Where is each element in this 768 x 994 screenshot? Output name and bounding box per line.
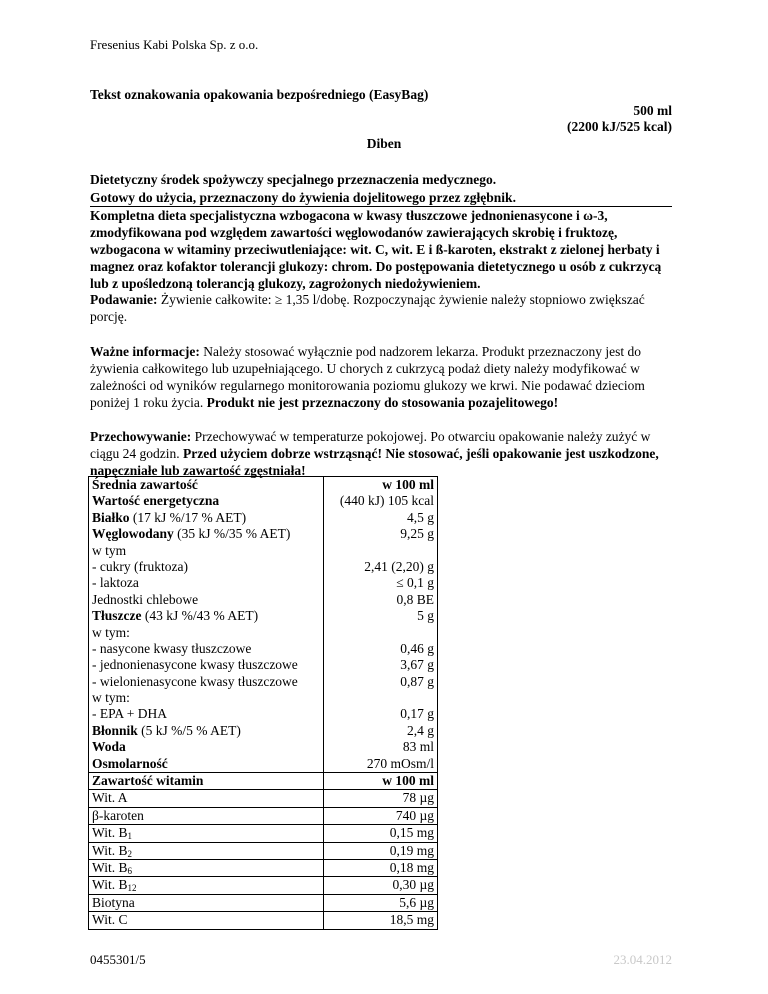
intro-line-2: Gotowy do użycia, przeznaczony do żywienia dojelitowego przez zgłębnik. <box>90 189 672 207</box>
nutrition-row-label <box>92 641 320 657</box>
nutrition-row-label <box>92 723 320 739</box>
nutrition-row-value: 270 mOsm/l <box>366 755 434 771</box>
important-text: Należy stosować wyłącznie pod nadzorem lekarza. Produkt przeznaczony jest do żywienia całkowitego lub uzupełniającego. U chorych z cukrzycą podaż diety należy modyfikować w zależności od wyników regularnego monitorowania poziomu glukozy we krwi. Nie podawać dzieciom poniżej 1 roku życia. <box>90 344 645 410</box>
nutrition-row-label <box>92 756 320 772</box>
vitamin-name-cell <box>89 842 324 859</box>
nutrition-row-label-text: - nasycone kwasy tłuszczowe <box>92 640 252 656</box>
company-name: Fresenius Kabi Polska Sp. z o.o. <box>90 37 259 52</box>
nutrition-row-value <box>327 543 434 559</box>
nutrition-row-label <box>92 739 320 755</box>
intro-line-1: Dietetyczny środek spożywczy specjalnego przeznaczenia medycznego. <box>90 172 497 187</box>
document-code: 0455301/5 <box>90 952 146 967</box>
nutrition-row-label-text: - wielonienasycone kwasy tłuszczowe <box>92 673 298 689</box>
nutrition-row-label-text: w tym: <box>92 690 130 706</box>
nutrition-row-label-bold: Osmolarność <box>92 755 168 771</box>
storage-label: Przechowywanie: <box>90 429 192 444</box>
nutrition-row-value <box>327 625 434 641</box>
vitamins-header-left: Zawartość witamin <box>89 773 324 790</box>
vitamin-name: Wit. A <box>92 790 128 806</box>
nutrition-row-label <box>92 608 320 624</box>
vitamin-value: 0,30 µg <box>324 877 438 894</box>
nutrition-row-label <box>92 690 320 706</box>
nutrition-row-label-text: - laktoza <box>92 575 139 591</box>
nutrition-row-value: 5 g <box>417 608 434 624</box>
vitamins-table <box>88 772 438 930</box>
nutrition-row-label <box>92 493 320 509</box>
nutrition-row-label <box>92 592 320 608</box>
nutrition-row-label-bold: Wartość energetyczna <box>92 493 220 509</box>
nutrition-row-value <box>327 690 434 706</box>
nutrition-row-label <box>92 674 320 690</box>
nutrition-row-label-text: (17 kJ %/17 % AET) <box>129 509 247 525</box>
nutrition-row-label-text: w tym: <box>92 624 130 640</box>
vitamin-name-cell <box>89 825 324 842</box>
vitamins-header-right: w 100 ml <box>324 773 438 790</box>
nutrition-row-label-bold: Woda <box>92 739 126 755</box>
administration-text: Żywienie całkowite: ≥ 1,35 l/dobę. Rozpoczynając żywienie należy stopniowo zwiększać porcję. <box>90 292 645 324</box>
nutrition-row-label-bold: Białko <box>92 509 130 525</box>
vitamin-name-cell <box>89 860 324 877</box>
vitamin-name: Biotyna <box>92 894 135 910</box>
intro-block <box>90 189 672 292</box>
nutrition-row-label <box>92 625 320 641</box>
nutrition-row-label <box>92 526 320 542</box>
vitamin-name-cell <box>89 894 324 911</box>
nutrition-row-label <box>92 543 320 559</box>
vitamin-name: Wit. C <box>92 912 128 928</box>
vitamin-row <box>89 894 438 911</box>
nutrition-row-value: ≤ 0,1 g <box>396 575 434 591</box>
vitamin-value: 0,18 mg <box>324 860 438 877</box>
nutrition-row-label-text: Jednostki chlebowe <box>92 591 199 607</box>
vitamin-subscript: 2 <box>127 848 132 859</box>
vitamin-value: 740 µg <box>324 807 438 824</box>
nutrition-row-value: 2,41 (2,20) g <box>364 558 434 574</box>
vitamin-value: 0,19 mg <box>324 842 438 859</box>
nutrition-row-label <box>92 510 320 526</box>
vitamin-name: Wit. B <box>92 860 128 876</box>
vitamin-row <box>89 807 438 824</box>
vitamin-row <box>89 877 438 894</box>
vitamin-row <box>89 790 438 807</box>
vitamin-name: Wit. B <box>92 877 128 893</box>
vitamin-name: Wit. B <box>92 842 128 858</box>
product-name: Diben <box>366 136 402 151</box>
nutrition-row-value: 4,5 g <box>407 509 434 525</box>
document-date: 23.04.2012 <box>613 952 672 967</box>
vitamin-name-cell <box>89 807 324 824</box>
intro-line-3: Kompletna dieta specjalistyczna wzbogacona w kwasy tłuszczowe jednonienasycone i ω-3, zmodyfikowana pod względem zawartości węglowodanów zawierających skrobię i fruktozę, wzbogacona w witaminy przeciwutleniające: wit. C, wit. E i ß-karoten, ekstrakt z zielonej herbaty i magnez oraz kofaktor tolerancji glukozy: chrom. Do postępowania dietetycznego u osób z cukrzycą lub z upośledzoną tolerancją glukozy, zagrożonych niedożywieniem. <box>90 208 662 291</box>
nutrition-row-value: 83 ml <box>402 739 434 755</box>
vitamin-name: Wit. B <box>92 825 128 841</box>
nutrition-table <box>88 476 438 773</box>
vitamin-row <box>89 860 438 877</box>
nutrition-row-value: 9,25 g <box>400 526 434 542</box>
nutrition-row-label-bold: Węglowodany <box>92 526 174 542</box>
nutrition-header-right: w 100 ml <box>382 477 434 492</box>
vitamin-name-cell <box>89 790 324 807</box>
nutrition-row-label-text: - EPA + DHA <box>92 706 168 722</box>
document-title: Tekst oznakowania opakowania bezpośredniego (EasyBag) <box>90 87 429 102</box>
vitamin-subscript: 1 <box>127 831 132 842</box>
nutrition-row-value: 0,8 BE <box>396 591 434 607</box>
vitamin-name-cell <box>89 877 324 894</box>
storage-paragraph <box>90 428 672 479</box>
nutrition-row-label-bold: Błonnik <box>92 722 138 738</box>
storage-warning: Przed użyciem dobrze wstrząsnąć! Nie stosować, jeśli opakowanie jest uszkodzone, napęczniałe lub zawartość zgęstniała! <box>90 446 659 478</box>
nutrition-row-label-text: - jednonienasycone kwasy tłuszczowe <box>92 657 298 673</box>
nutrition-row-label-text: w tym <box>92 542 127 558</box>
nutrition-row-value: 3,67 g <box>400 657 434 673</box>
vitamin-value: 18,5 mg <box>324 912 438 929</box>
vitamin-value: 0,15 mg <box>324 825 438 842</box>
administration-label: Podawanie: <box>90 292 158 307</box>
important-warning: Produkt nie jest przeznaczony do stosowania pozajelitowego! <box>206 395 559 410</box>
important-label: Ważne informacje: <box>90 344 200 359</box>
nutrition-row-label-text: - cukry (fruktoza) <box>92 558 188 574</box>
nutrition-row-label-text: (35 kJ %/35 % AET) <box>173 526 291 542</box>
important-paragraph <box>90 343 672 411</box>
nutrition-values-column <box>324 477 438 773</box>
energy-total: (2200 kJ/525 kcal) <box>566 119 672 134</box>
nutrition-row-label <box>92 657 320 673</box>
nutrition-row-label-bold: Tłuszcze <box>92 608 142 624</box>
vitamin-subscript: 6 <box>127 866 132 877</box>
nutrition-row-label-text: (5 kJ %/5 % AET) <box>137 722 241 738</box>
vitamin-row <box>89 842 438 859</box>
nutrition-row-label <box>92 559 320 575</box>
vitamin-name-cell <box>89 912 324 929</box>
nutrition-row-value: 0,17 g <box>400 706 434 722</box>
nutrition-names-column <box>89 477 324 773</box>
administration-paragraph <box>90 291 672 325</box>
nutrition-row-label <box>92 706 320 722</box>
vitamin-row <box>89 912 438 929</box>
nutrition-row-value: 2,4 g <box>407 722 434 738</box>
nutrition-row-label <box>92 575 320 591</box>
vitamin-name: β-karoten <box>92 807 144 823</box>
vitamin-value: 5,6 µg <box>324 894 438 911</box>
nutrition-row-value: 0,87 g <box>400 673 434 689</box>
nutrition-header-left: Średnia zawartość <box>92 477 198 492</box>
vitamin-value: 78 µg <box>324 790 438 807</box>
nutrition-row-value: (440 kJ) 105 kcal <box>339 493 434 509</box>
volume: 500 ml <box>633 103 672 118</box>
vitamin-row <box>89 825 438 842</box>
storage-text: Przechowywać w temperaturze pokojowej. Po otwarciu opakowanie należy zużyć w ciągu 24 godzin. <box>90 429 651 461</box>
vitamin-subscript: 12 <box>127 883 137 894</box>
nutrition-row-value: 0,46 g <box>400 640 434 656</box>
nutrition-row-label-text: (43 kJ %/43 % AET) <box>141 608 259 624</box>
